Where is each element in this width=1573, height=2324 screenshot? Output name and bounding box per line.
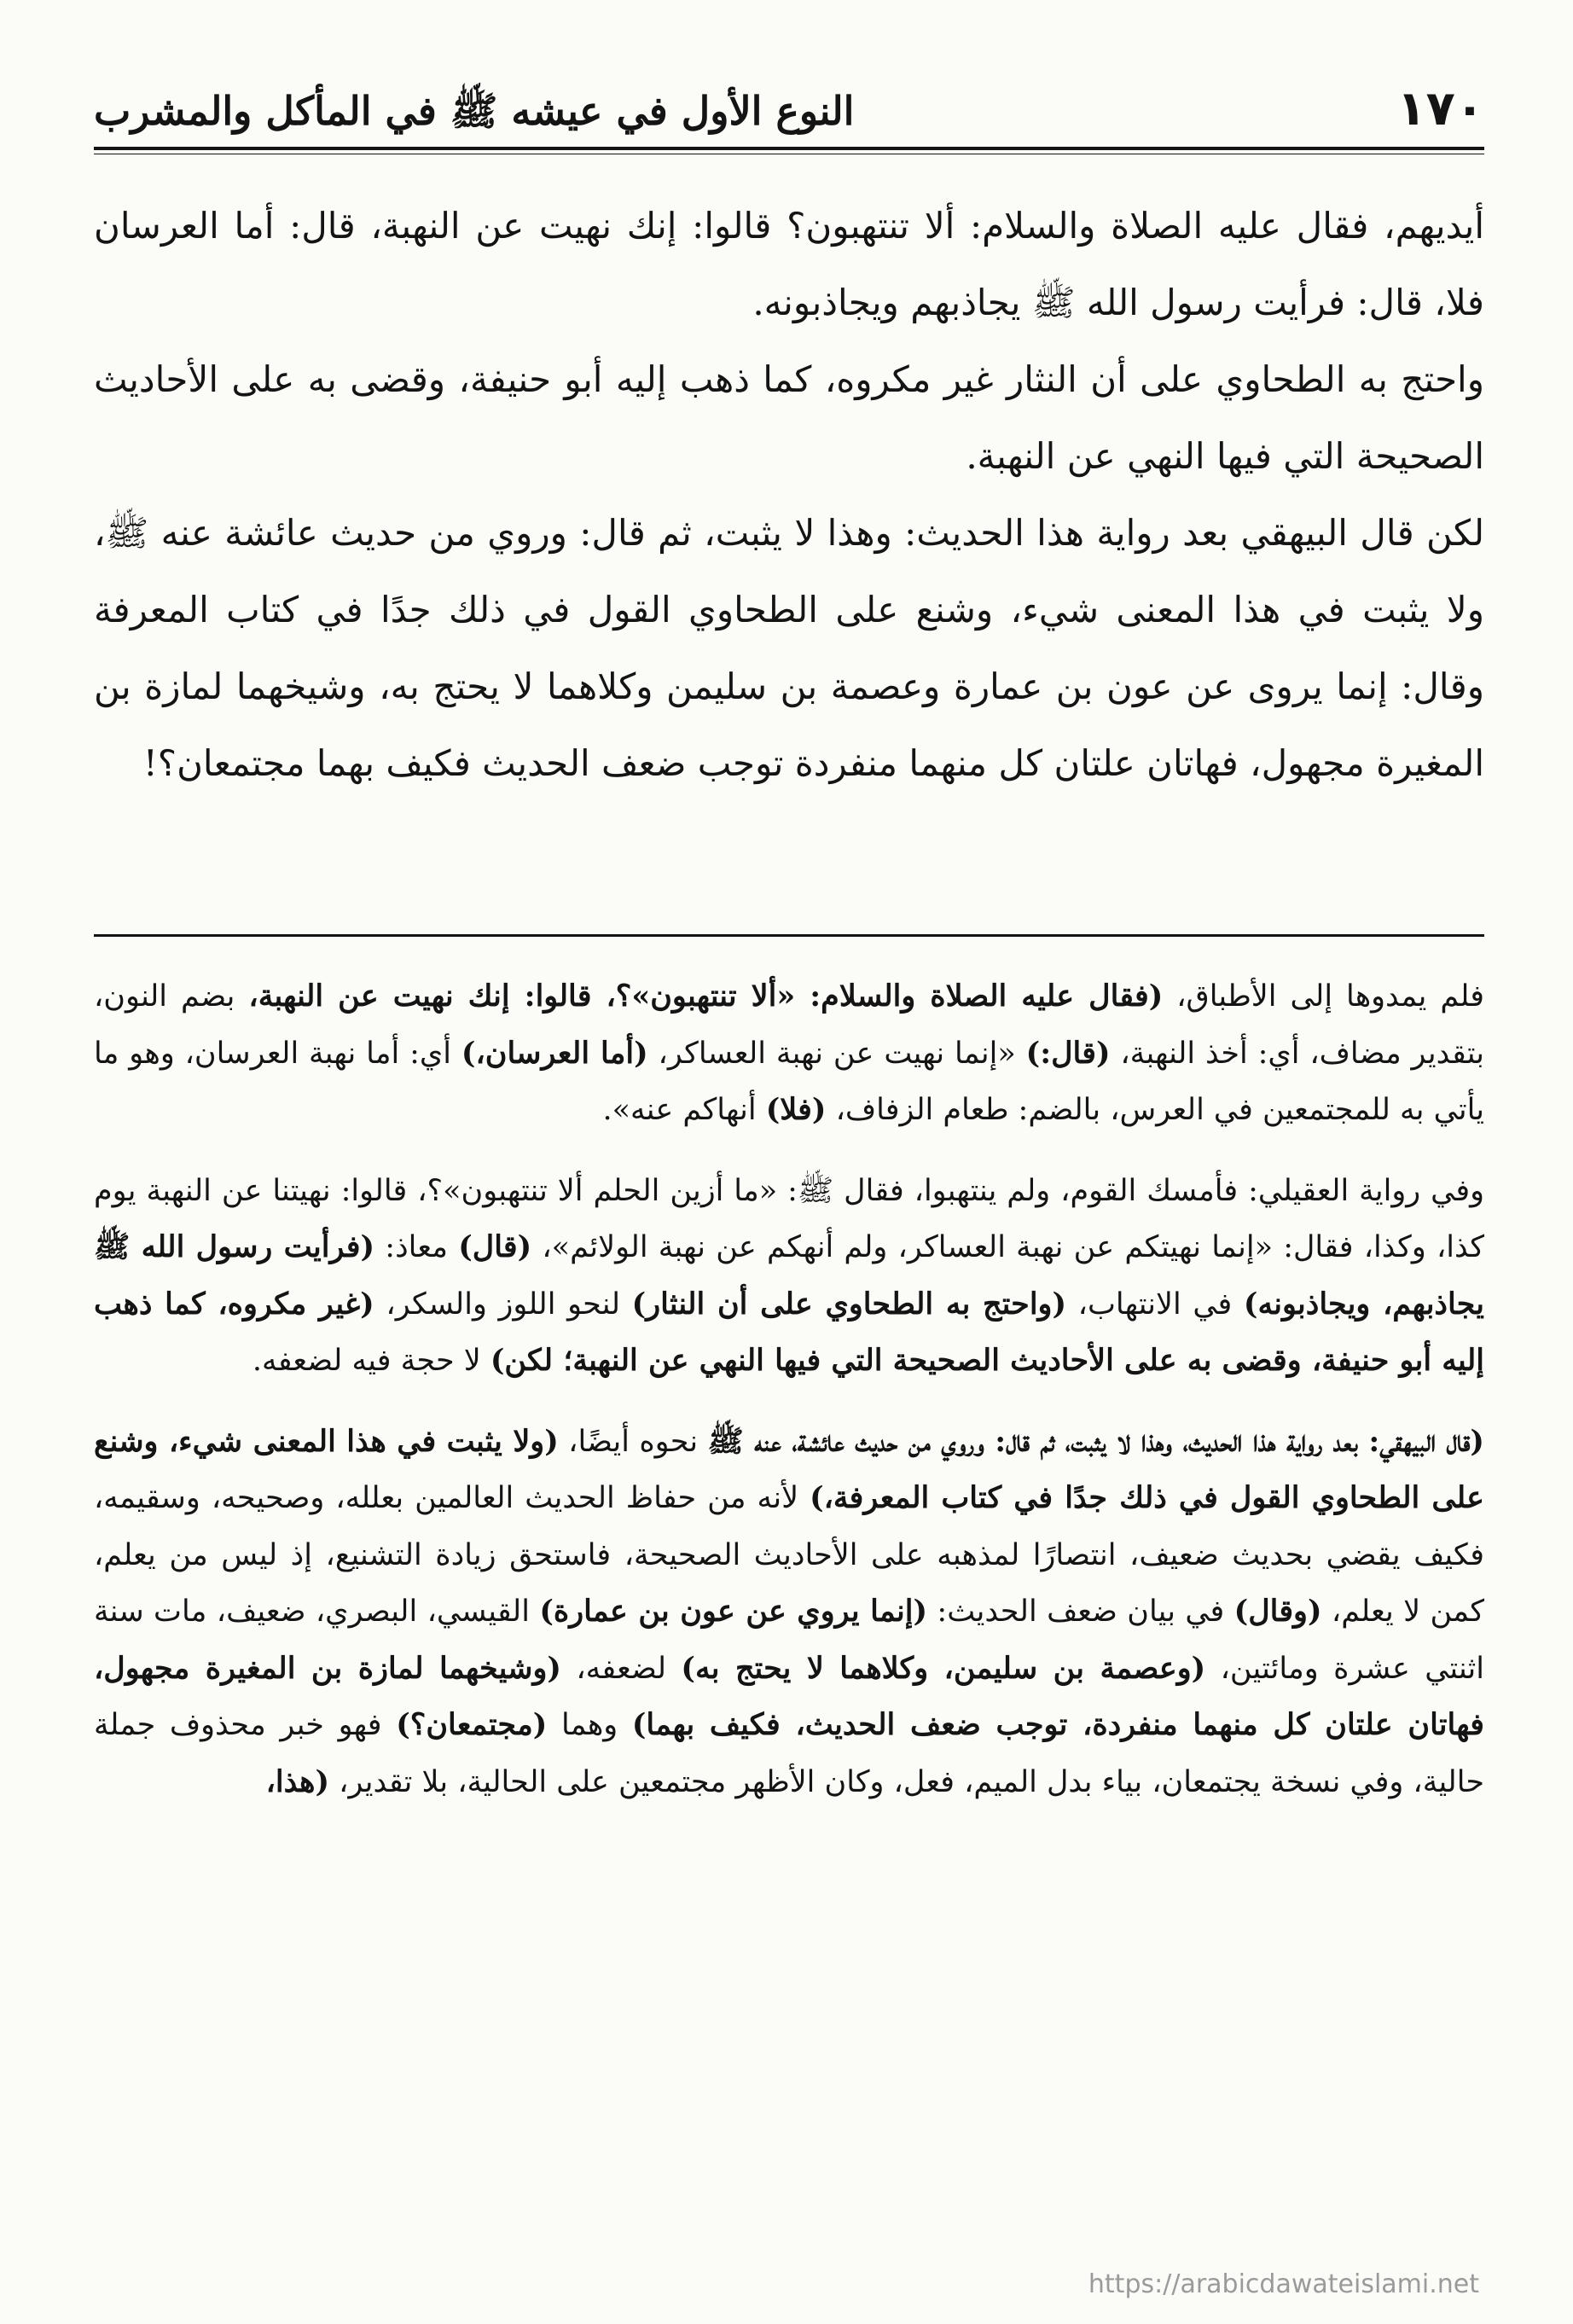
bold-text-segment: (هذا، — [265, 1763, 330, 1799]
text-commentary-separator — [94, 934, 1484, 937]
bold-text-segment: (واحتج به الطحاوي على أن النثار) — [631, 1286, 1067, 1322]
commentary — [94, 968, 1484, 1834]
commentary-paragraph — [94, 1414, 1484, 1811]
text-segment: أنهاكم عنه». — [602, 1093, 766, 1127]
text-segment: لأنه من حفاظ الحديث العالمين بعلله، وصحيحه، وسقيمه، فكيف يقضي بحديث ضعيف، انتصارًا لمذهبه على الأحاديث الصحيحة، فاستحق زيادة التشنيع، إذ ليس من يعلم، كمن لا يعلم، — [94, 1481, 1485, 1629]
text-segment: لنحو اللوز والسكر، — [374, 1287, 632, 1322]
text-segment: بضم النون، بتقدير مضاف، أي: أخذ النهبة، — [94, 979, 1484, 1071]
bold-text-segment: (وقال) — [1233, 1594, 1322, 1629]
commentary-paragraph — [94, 968, 1484, 1139]
main-paragraph: لكن قال البيهقي بعد رواية هذا الحديث: وهذا لا يثبت، ثم قال: وروي من حديث عائشة عنه ﷺ، ولا يثبت في هذا المعنى شيء، وشنع على الطحاوي القول في ذلك جدًا في كتاب المعرفة وقال: إنما يروى عن عون بن عمارة وعصمة بن سليمن وكلاهما لا يحتج به، وشيخهما لمازة بن المغيرة مجهول، فهاتان علتان كل منهما منفردة توجب ضعف الحديث فكيف بهما مجتمعان؟! — [94, 512, 1485, 784]
bold-text-segment: (وعصمة بن سليمن، وكلاهما لا يحتج به) — [681, 1650, 1206, 1686]
bold-text-segment: (ولا يثبت في هذا المعنى شيء، وشنع على الطحاوي القول في ذلك جدًا في كتاب المعرفة،) — [94, 1423, 1484, 1515]
page-header — [94, 78, 1484, 147]
text-segment: القيسي، البصري، ضعيف، مات سنة اثنتي عشرة ومائتين، — [94, 1595, 1484, 1686]
bold-text-segment: (أما العرسان،) — [461, 1035, 648, 1071]
bold-text-segment: (قال:) — [1025, 1035, 1111, 1071]
bold-text-segment: (قال) — [458, 1229, 532, 1264]
text-segment: نحوه أيضًا، — [558, 1424, 708, 1459]
text-segment: وفي رواية العقيلي: فأمسك القوم، ولم ينتهبوا، فقال ﷺ: «ما أزين الحلم ألا تنتهبون»؟، قالوا: نهيتنا عن النهبة يوم كذا، وكذا، فقال: «إنما نهيتكم عن نهبة العساكر، ولم أنهكم عن نهبة الولائم»، — [94, 1173, 1484, 1264]
text-segment: لا حجة فيه لضعفه. — [252, 1344, 490, 1378]
commentary-paragraph — [94, 1163, 1484, 1390]
main-paragraph: واحتج به الطحاوي على أن النثار غير مكروه، كما ذهب إليه أبو حنيفة، وقضى به على الأحاديث الصحيحة التي فيها النهي عن النهبة. — [94, 358, 1484, 477]
watermark-url: https://arabicdawateislami.net — [1088, 2269, 1479, 2299]
text-segment: فلم يمدوها إلى الأطباق، — [1163, 979, 1485, 1014]
bold-text-segment: (غير مكروه، كما ذهب إليه أبو حنيفة، وقضى به على الأحاديث الصحيحة التي فيها النهي عن النهبة؛ لكن) — [94, 1286, 1484, 1378]
header-rule — [94, 147, 1484, 150]
text-segment: لضعفه، — [560, 1651, 682, 1686]
main-text — [94, 188, 1484, 802]
running-title: النوع الأول في عيشه ﷺ في المأكل والمشرب — [94, 88, 855, 134]
text-segment: في بيان ضعف الحديث: — [927, 1595, 1234, 1629]
bold-text-segment: (مجتمعان؟) — [396, 1707, 548, 1742]
main-paragraph: أيديهم، فقال عليه الصلاة والسلام: ألا تنتهبون؟ قالوا: إنك نهيت عن النهبة، قال: أما العرسان فلا، قال: فرأيت رسول الله ﷺ يجاذبهم ويجاذبونه. — [94, 205, 1484, 323]
bold-text-segment: (فقال عليه الصلاة والسلام: «ألا تنتهبون»؟، قالوا: إنك نهيت عن النهبة، — [248, 979, 1164, 1014]
bold-text-segment: (وشيخهما لمازة بن المغيرة مجهول، فهاتان علتان كل منهما منفردة، توجب ضعف الحديث، فكيف بهما) — [94, 1650, 1485, 1742]
text-segment: أي: أما نهبة العرسان، وهو ما يأتي به للمجتمعين في العرس، بالضم: طعام الزفاف، — [94, 1036, 1484, 1127]
text-segment: «إنما نهيت عن نهبة العساكر، — [647, 1036, 1026, 1071]
bold-text-segment: (إنما يروي عن عون بن عمارة) — [539, 1594, 928, 1629]
bold-text-segment: (فرأيت رسول الله ﷺ يجاذبهم، ويجاذبونه) — [94, 1229, 1485, 1322]
bold-text-segment: (قال البيهقي: بعد رواية هذا الحديث، وهذا لا يثبت، ثم قال: وروي من حديث عائشة، عنه ﷺ — [707, 1423, 1484, 1459]
text-segment: فهو خبر محذوف جملة حالية، وفي نسخة يجتمعان، بياء بدل الميم، فعل، وكان الأظهر مجتمعين على الحالية، بلا تقدير، — [94, 1708, 1484, 1799]
bold-text-segment: (فلا) — [765, 1092, 827, 1127]
page-number: ١٧٠ — [1396, 81, 1484, 137]
text-segment: معاذ: — [374, 1230, 459, 1264]
text-segment: في الانتهاب، — [1066, 1287, 1244, 1322]
text-segment: وهما — [547, 1708, 632, 1742]
